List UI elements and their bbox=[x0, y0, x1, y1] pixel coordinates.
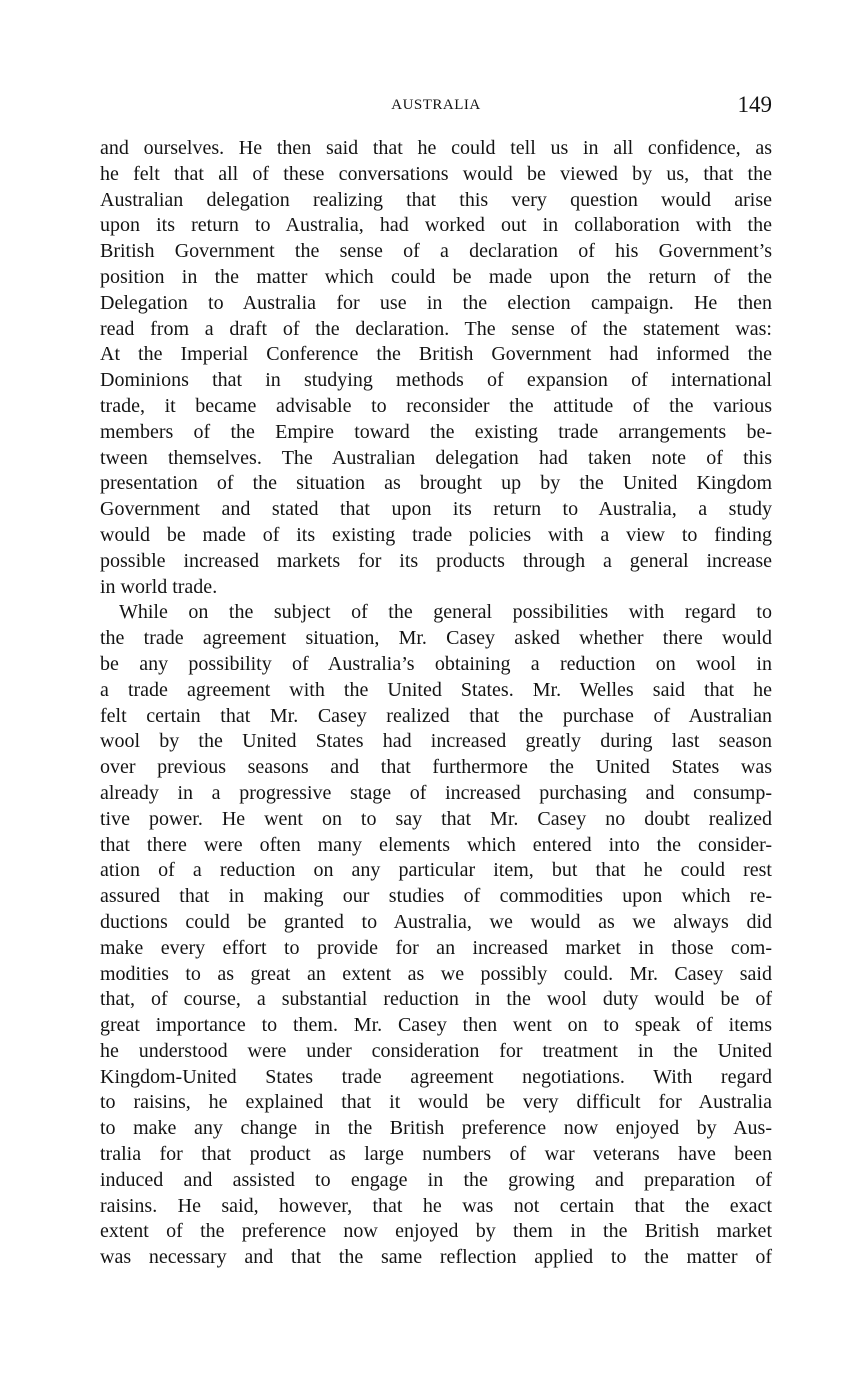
text-line: presentation of the situation as brought up by the United Kingdom bbox=[100, 472, 772, 495]
paragraph-1 bbox=[100, 136, 772, 600]
text-line: he felt that all of these conversations would be viewed by us, that the bbox=[100, 162, 772, 185]
text-line: Dominions that in studying methods of expansion of international bbox=[100, 369, 772, 392]
text-line: raisins. He said, however, that he was not certain that the exact bbox=[100, 1194, 772, 1217]
text-line: ductions could be granted to Australia, we would as we always did bbox=[100, 910, 772, 933]
text-line: tralia for that product as large numbers of war veterans have been bbox=[100, 1143, 772, 1166]
text-line: wool by the United States had increased greatly during last season bbox=[100, 730, 772, 753]
text-line: Australian delegation realizing that this very question would arise bbox=[100, 188, 772, 211]
text-line: in world trade. bbox=[100, 575, 218, 598]
text-line: possible increased markets for its products through a general increase bbox=[100, 549, 772, 572]
text-line: extent of the preference now enjoyed by them in the British market bbox=[100, 1220, 772, 1243]
body-text bbox=[100, 136, 772, 1271]
text-line: the trade agreement situation, Mr. Casey asked whether there would bbox=[100, 627, 772, 650]
text-line: would be made of its existing trade policies with a view to finding bbox=[100, 523, 772, 546]
text-line: read from a draft of the declaration. The sense of the statement was: bbox=[100, 317, 772, 340]
text-line: that, of course, a substantial reduction in the wool duty would be of bbox=[100, 988, 772, 1011]
text-line: position in the matter which could be made upon the return of the bbox=[100, 265, 772, 288]
text-line: a trade agreement with the United States. Mr. Welles said that he bbox=[100, 678, 772, 701]
text-line: modities to as great an extent as we possibly could. Mr. Casey said bbox=[100, 962, 772, 985]
running-title: AUSTRALIA bbox=[391, 97, 481, 113]
text-line: ation of a reduction on any particular item, but that he could rest bbox=[100, 859, 772, 882]
text-line: was necessary and that the same reflection applied to the matter of bbox=[100, 1246, 772, 1269]
text-line: over previous seasons and that furthermore the United States was bbox=[100, 756, 772, 779]
text-line: British Government the sense of a declaration of his Government’s bbox=[100, 240, 772, 263]
text-line: trade, it became advisable to reconsider the attitude of the various bbox=[100, 394, 772, 417]
text-line: assured that in making our studies of commodities upon which re- bbox=[100, 885, 772, 908]
text-line: Government and stated that upon its return to Australia, a study bbox=[100, 498, 772, 521]
text-line: great importance to them. Mr. Casey then went on to speak of items bbox=[100, 1014, 772, 1037]
text-line: induced and assisted to engage in the growing and preparation of bbox=[100, 1168, 772, 1191]
text-line: Kingdom-United States trade agreement negotiations. With regard bbox=[100, 1065, 772, 1088]
text-line: Delegation to Australia for use in the election campaign. He then bbox=[100, 291, 772, 314]
text-line: At the Imperial Conference the British Government had informed the bbox=[100, 343, 772, 366]
text-line: he understood were under consideration for treatment in the United bbox=[100, 1039, 772, 1062]
text-line: to raisins, he explained that it would be very difficult for Australia bbox=[100, 1091, 772, 1114]
text-line: felt certain that Mr. Casey realized that the purchase of Australian bbox=[100, 704, 772, 727]
text-line: already in a progressive stage of increased purchasing and consump- bbox=[100, 781, 772, 804]
paragraph-2 bbox=[100, 600, 772, 1271]
text-line: members of the Empire toward the existing trade arrangements be- bbox=[100, 420, 772, 443]
text-line: tween themselves. The Australian delegation had taken note of this bbox=[100, 446, 772, 469]
text-line: tive power. He went on to say that Mr. Casey no doubt realized bbox=[100, 807, 772, 830]
running-head bbox=[100, 92, 772, 122]
text-line: that there were often many elements which entered into the consider- bbox=[100, 833, 772, 856]
text-line: upon its return to Australia, had worked out in collaboration with the bbox=[100, 214, 772, 237]
text-line: While on the subject of the general possibilities with regard to bbox=[119, 601, 772, 624]
text-line: be any possibility of Australia’s obtaining a reduction on wool in bbox=[100, 652, 772, 675]
text-line: to make any change in the British preference now enjoyed by Aus- bbox=[100, 1117, 772, 1140]
page-number: 149 bbox=[737, 92, 772, 117]
text-line: and ourselves. He then said that he could tell us in all confidence, as bbox=[100, 137, 772, 159]
text-line: make every effort to provide for an increased market in those com- bbox=[100, 936, 772, 959]
